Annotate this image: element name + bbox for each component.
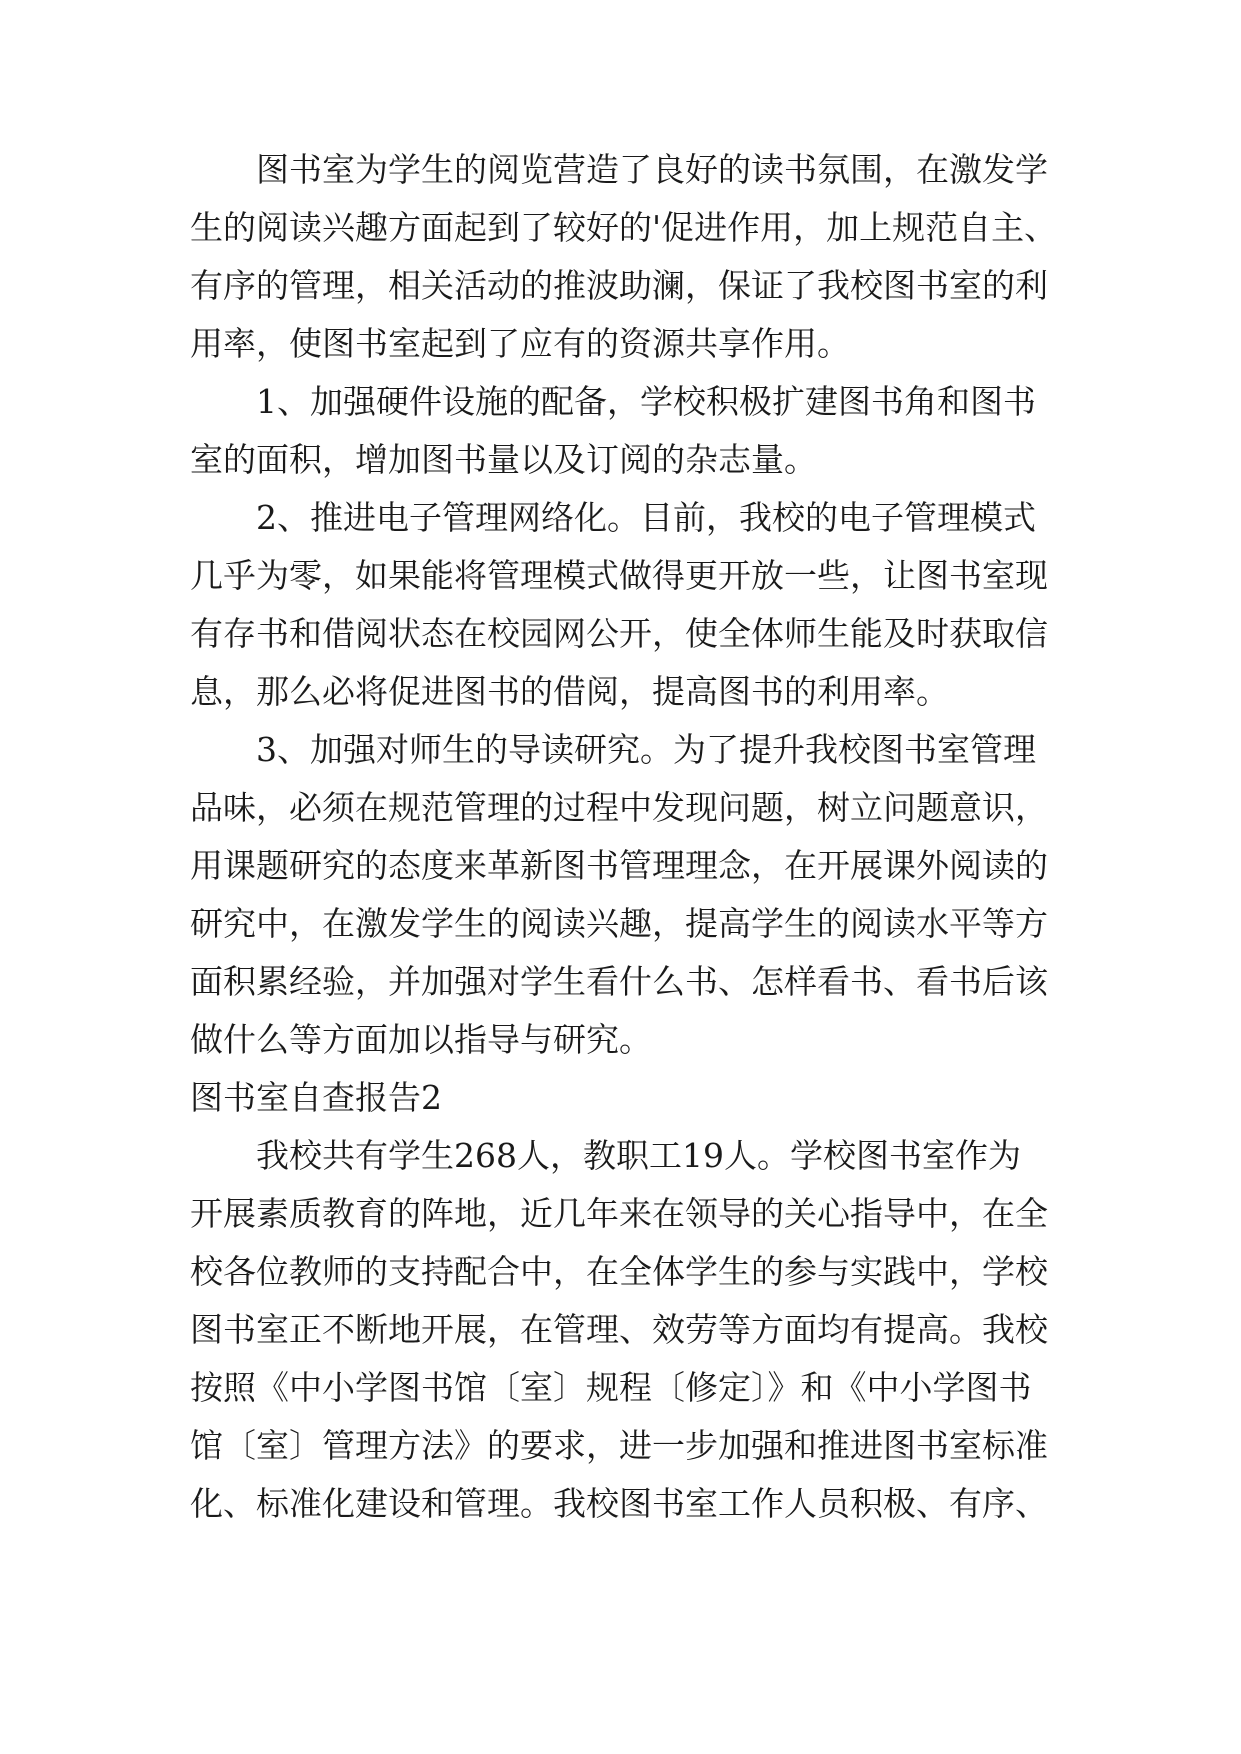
item-3-line-3: 用课题研究的态度来革新图书管理理念，在开展课外阅读的 [190, 846, 1048, 885]
item-3-line-6: 做什么等方面加以指导与研究。 [190, 1020, 652, 1059]
item-1-line-2: 室的面积，增加图书量以及订阅的杂志量。 [190, 440, 817, 479]
item-3-line-5: 面积累经验，并加强对学生看什么书、怎样看书、看书后该 [190, 962, 1048, 1001]
paragraph-1-line-4: 用率，使图书室起到了应有的资源共享作用。 [190, 324, 850, 363]
item-2-line-2: 几乎为零，如果能将管理模式做得更开放一些，让图书室现 [190, 556, 1048, 595]
paragraph-1-line-2: 生的阅读兴趣方面起到了较好的'促进作用，加上规范自主、 [190, 208, 1058, 247]
item-3-line-2: 品味，必须在规范管理的过程中发现问题，树立问题意识， [190, 788, 1048, 827]
paragraph-2-line-4: 图书室正不断地开展，在管理、效劳等方面均有提高。我校 [190, 1310, 1048, 1349]
paragraph-1-line-3: 有序的管理，相关活动的推波助澜，保证了我校图书室的利 [190, 266, 1048, 305]
paragraph-2-line-3: 校各位教师的支持配合中，在全体学生的参与实践中，学校 [190, 1252, 1048, 1291]
paragraph-2-line-6: 馆〔室〕管理方法》的要求，进一步加强和推进图书室标准 [190, 1426, 1048, 1465]
item-3-line-1: 3、加强对师生的导读研究。为了提升我校图书室管理 [256, 730, 1036, 769]
item-2-line-1: 2、推进电子管理网络化。目前，我校的电子管理模式 [256, 498, 1036, 537]
paragraph-2-line-1: 我校共有学生268人，教职工19人。学校图书室作为 [256, 1136, 1021, 1175]
item-1-line-1: 1、加强硬件设施的配备，学校积极扩建图书角和图书 [256, 382, 1036, 421]
paragraph-2-line-7: 化、标准化建设和管理。我校图书室工作人员积极、有序、 [190, 1484, 1048, 1523]
paragraph-2-line-5: 按照《中小学图书馆〔室〕规程〔修定〕》和《中小学图书 [190, 1368, 1032, 1407]
item-3-line-4: 研究中，在激发学生的阅读兴趣，提高学生的阅读水平等方 [190, 904, 1048, 943]
section-heading: 图书室自查报告2 [190, 1078, 442, 1117]
paragraph-1-line-1: 图书室为学生的阅览营造了良好的读书氛围，在激发学 [256, 150, 1048, 189]
item-2-line-3: 有存书和借阅状态在校园网公开，使全体师生能及时获取信 [190, 614, 1048, 653]
item-2-line-4: 息，那么必将促进图书的借阅，提高图书的利用率。 [190, 672, 949, 711]
paragraph-2-line-2: 开展素质教育的阵地，近几年来在领导的关心指导中，在全 [190, 1194, 1048, 1233]
